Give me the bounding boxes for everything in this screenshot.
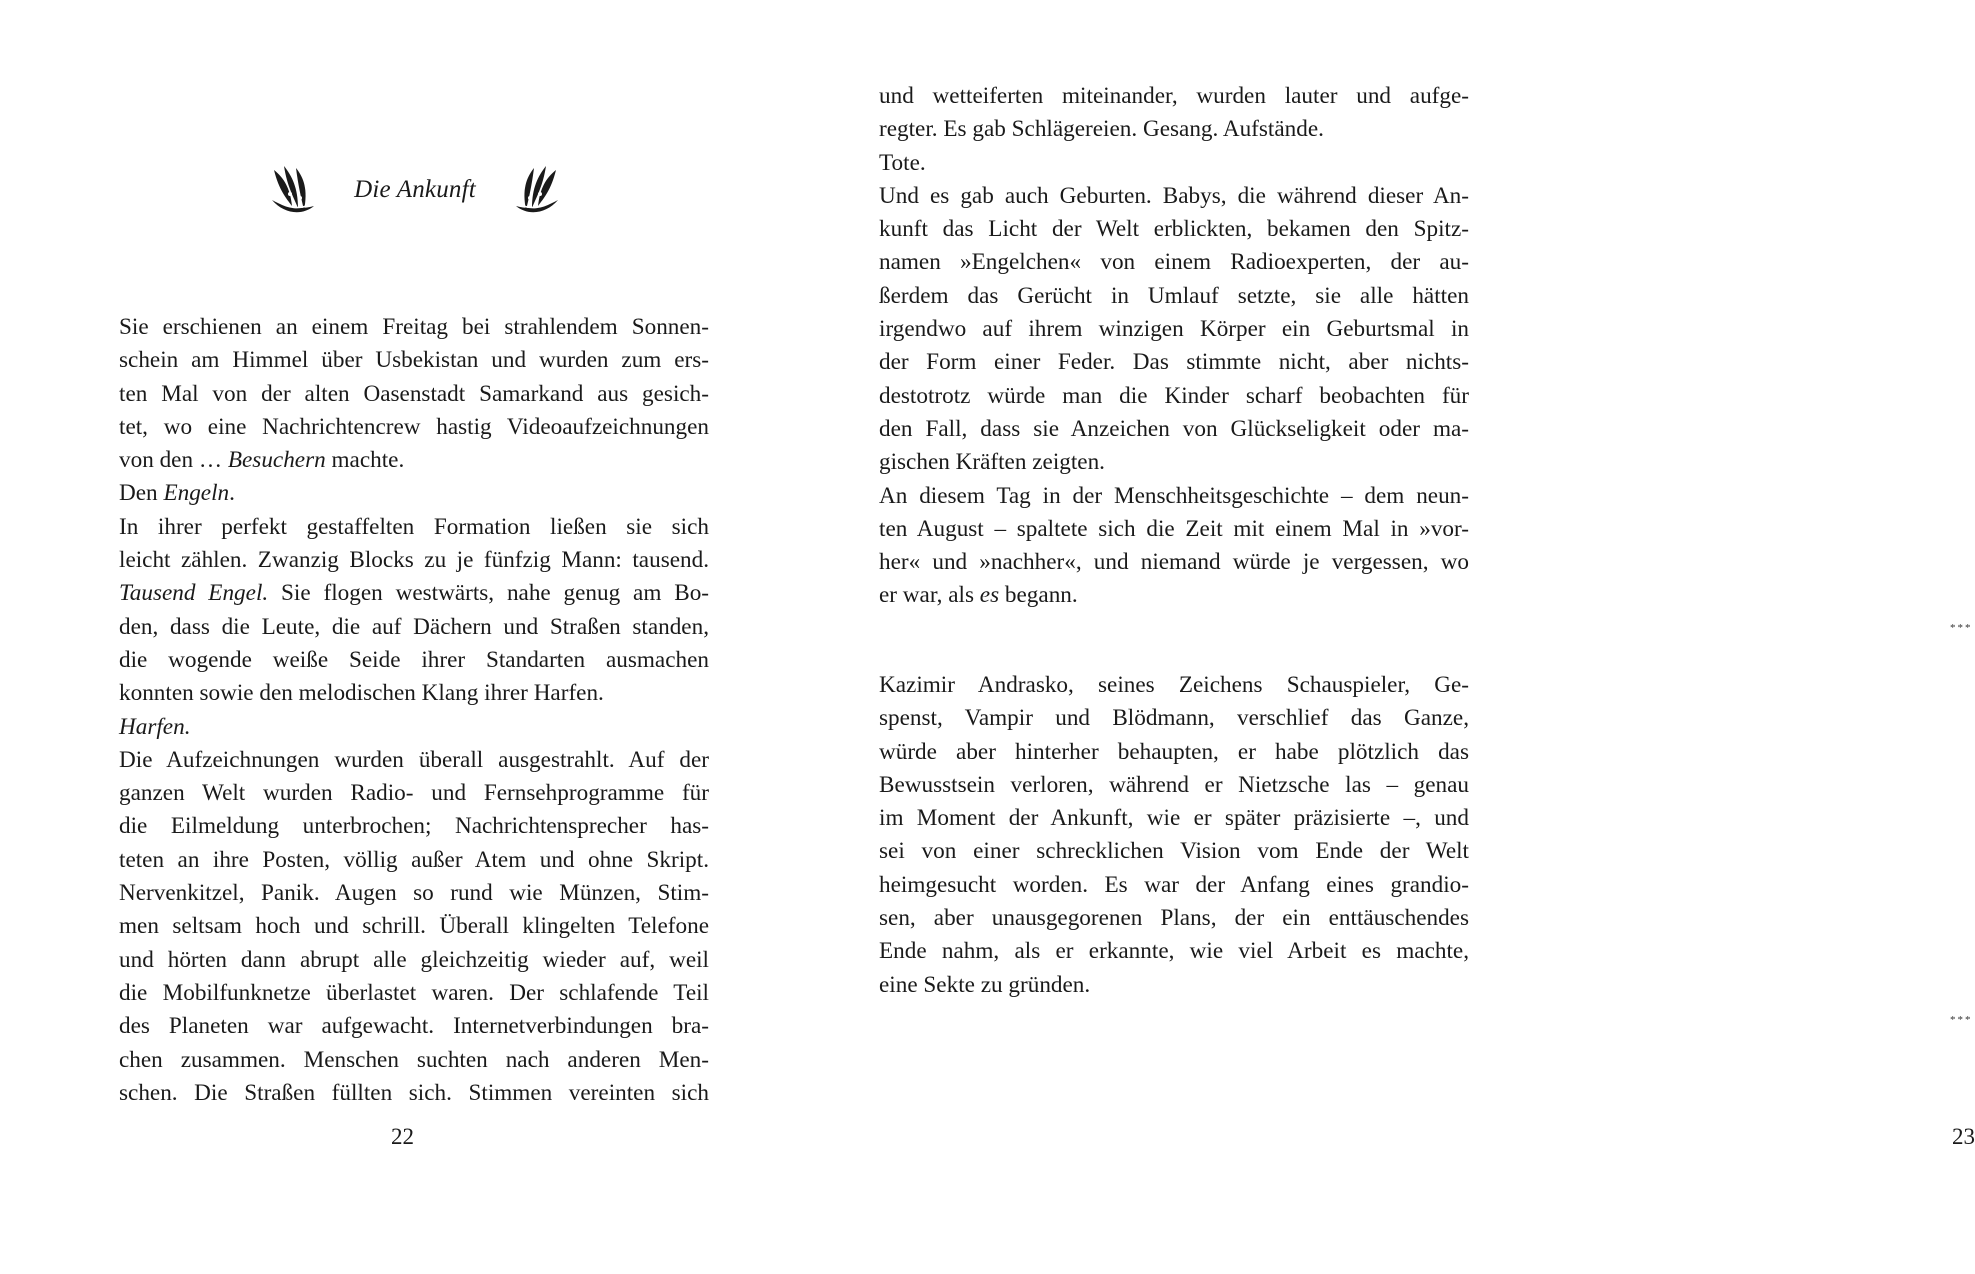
- text-line: teten an ihre Posten, völlig außer Atem und ohne Skript.: [119, 846, 709, 873]
- text-line: schen. Die Straßen füllten sich. Stimmen vereinten sich: [119, 1079, 709, 1106]
- page-number-left: 22: [391, 1124, 414, 1149]
- right-body-text-part2: [879, 669, 1469, 1002]
- text-line: kunft das Licht der Welt erblickten, bekamen den Spitz-: [879, 216, 1469, 243]
- section-separator-end: ***: [1950, 1014, 1973, 1026]
- text-line: sei von einer schrecklichen Vision vom Ende der Welt: [879, 838, 1469, 865]
- text-line: von den … Besuchern machte.: [119, 447, 405, 474]
- text-line: den Fall, dass sie Anzeichen von Glückseligkeit oder ma-: [879, 415, 1469, 442]
- text-line: konnten sowie den melodischen Klang ihrer Harfen.: [119, 680, 604, 707]
- text-line: der Form einer Feder. Das stimmte nicht, aber nichts-: [879, 349, 1469, 376]
- text-line: leicht zählen. Zwanzig Blocks zu je fünfzig Mann: tausend.: [119, 547, 709, 574]
- text-line: die Eilmeldung unterbrochen; Nachrichtensprecher has-: [119, 813, 709, 840]
- text-line: gischen Kräften zeigten.: [879, 449, 1105, 476]
- text-line: Den Engeln.: [119, 480, 235, 507]
- text-line: und wetteiferten miteinander, wurden lauter und aufge-: [879, 83, 1469, 109]
- text-line: her« und »nachher«, und niemand würde je vergessen, wo: [879, 549, 1469, 576]
- text-line: würde aber hinterher behaupten, er habe plötzlich das: [879, 738, 1469, 765]
- text-line: schein am Himmel über Usbekistan und wurden zum ers-: [119, 347, 709, 374]
- text-line: namen »Engelchen« von einem Radioexperten, der au-: [879, 249, 1469, 276]
- text-line: im Moment der Ankunft, wie er später präzisierte –, und: [879, 805, 1469, 832]
- left-page: [0, 0, 800, 1274]
- text-line: irgendwo auf ihrem winzigen Körper ein Geburtsmal in: [879, 316, 1469, 343]
- text-line: Tausend Engel. Sie flogen westwärts, nahe genug am Bo-: [119, 580, 710, 607]
- right-page: [800, 0, 1975, 1274]
- text-line: Sie erschienen an einem Freitag bei strahlendem Sonnen-: [119, 314, 709, 340]
- text-line: die Mobilfunknetze überlastet waren. Der schlafende Teil: [119, 979, 709, 1006]
- text-line: ten Mal von der alten Oasenstadt Samarkand aus gesich-: [119, 380, 709, 407]
- chapter-heading: [270, 160, 560, 220]
- right-body-text-part1: [879, 80, 1469, 613]
- text-line: heimgesucht worden. Es war der Anfang eines grandio-: [879, 871, 1469, 898]
- text-line: men seltsam hoch und schrill. Überall klingelten Telefone: [119, 913, 709, 940]
- text-line: Ende nahm, als er erkannte, wie viel Arbeit es machte,: [879, 938, 1469, 965]
- leaf-ornament-right-icon: [514, 164, 560, 216]
- text-line: den, dass die Leute, die auf Dächern und Straßen standen,: [119, 613, 709, 640]
- text-line: Und es gab auch Geburten. Babys, die während dieser An-: [879, 182, 1469, 209]
- text-line: des Planeten war aufgewacht. Internetverbindungen bra-: [119, 1013, 709, 1040]
- page-number-right: 23: [1952, 1124, 1975, 1149]
- text-line: sen, aber unausgegorenen Plans, der ein enttäuschendes: [879, 905, 1469, 932]
- text-line: Nervenkitzel, Panik. Augen so rund wie Münzen, Stim-: [119, 880, 709, 907]
- text-line: ßerdem das Gerücht in Umlauf setzte, sie alle hätten: [879, 282, 1469, 309]
- text-line: Die Aufzeichnungen wurden überall ausgestrahlt. Auf der: [119, 746, 709, 773]
- text-line: destotrotz würde man die Kinder scharf beobachten für: [879, 382, 1469, 409]
- text-line: chen zusammen. Menschen suchten nach anderen Men-: [119, 1046, 709, 1073]
- text-line: Tote.: [879, 149, 926, 176]
- left-body-text: [119, 311, 709, 1110]
- text-line: tet, wo eine Nachrichtencrew hastig Videoaufzeichnungen: [119, 413, 709, 440]
- text-line: eine Sekte zu gründen.: [879, 971, 1091, 998]
- text-line: und hörten dann abrupt alle gleichzeitig wieder auf, weil: [119, 946, 709, 973]
- text-line: ganzen Welt wurden Radio- und Fernsehprogramme für: [119, 780, 709, 807]
- chapter-title: Die Ankunft: [354, 176, 476, 203]
- text-line: die wogende weiße Seide ihrer Standarten ausmachen: [119, 646, 709, 673]
- text-line: spenst, Vampir und Blödmann, verschlief das Ganze,: [879, 705, 1469, 732]
- text-line: Bewusstsein verloren, während er Nietzsche las – genau: [879, 771, 1469, 798]
- text-line: Harfen.: [119, 713, 191, 740]
- text-line: regter. Es gab Schlägereien. Gesang. Aufstände.: [879, 116, 1324, 143]
- leaf-ornament-left-icon: [270, 164, 316, 216]
- text-line: er war, als es begann.: [879, 582, 1078, 609]
- text-line: ten August – spaltete sich die Zeit mit einem Mal in »vor-: [879, 515, 1469, 542]
- text-line: Kazimir Andrasko, seines Zeichens Schauspieler, Ge-: [879, 672, 1469, 698]
- text-line: An diesem Tag in der Menschheitsgeschichte – dem neun-: [879, 482, 1469, 509]
- section-separator: ***: [1950, 622, 1973, 634]
- text-line: In ihrer perfekt gestaffelten Formation ließen sie sich: [119, 513, 709, 540]
